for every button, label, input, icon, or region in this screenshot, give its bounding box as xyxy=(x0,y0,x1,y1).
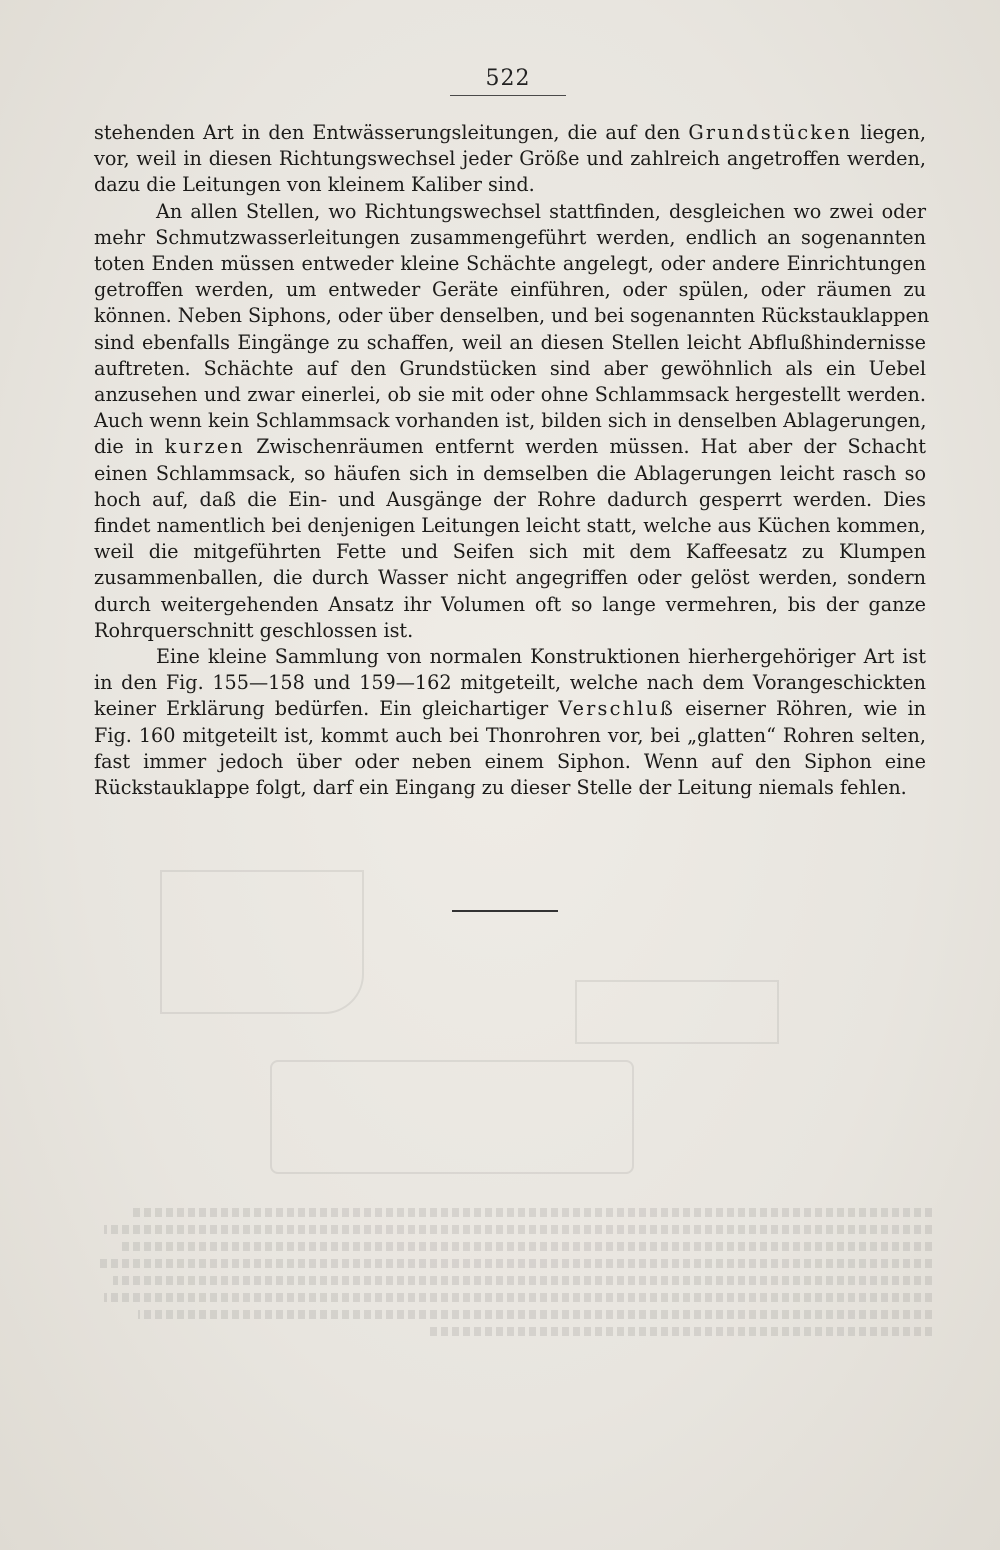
emphasized-text: Verschluß xyxy=(558,697,675,721)
text-line: toten Enden müssen entweder kleine Schächte angelegt, oder andere Einrichtungen xyxy=(94,252,926,276)
page-number-rule xyxy=(450,95,566,96)
text-line: können. Neben Siphons, oder über denselben, und bei sogenannten Rückstauklappen xyxy=(94,304,930,328)
emphasized-text: Grundstücken xyxy=(688,121,853,144)
text-line: dazu die Leitungen von kleinem Kaliber sind. xyxy=(94,173,535,197)
text-line: Eine kleine Sammlung von normalen Konstruktionen hierhergehöriger Art ist xyxy=(156,645,926,669)
text-line: stehenden Art in den Entwässerungsleitungen, die auf den Grundstücken liegen, xyxy=(94,121,926,144)
bleed-through-text xyxy=(96,1200,932,1343)
text-line: Auch wenn kein Schlammsack vorhanden ist, bilden sich in denselben Ablagerungen, xyxy=(94,409,927,433)
text-line: vor, weil in diesen Richtungswechsel jeder Größe und zahlreich angetroffen werden, xyxy=(94,147,926,171)
text-line: findet namentlich bei denjenigen Leitungen leicht statt, welche aus Küchen kommen, xyxy=(94,514,926,538)
body-text xyxy=(94,120,930,801)
text-line: Rückstauklappe folgt, darf ein Eingang zu dieser Stelle der Leitung niemals fehlen. xyxy=(94,776,907,800)
text-line: fast immer jedoch über oder neben einem Siphon. Wenn auf den Siphon eine xyxy=(94,749,926,773)
paragraph xyxy=(94,120,926,199)
text-line: zusammenballen, die durch Wasser nicht angegriffen oder gelöst werden, sondern xyxy=(94,566,926,590)
text-line: hoch auf, daß die Ein- und Ausgänge der Rohre dadurch gesperrt werden. Dies xyxy=(94,487,926,511)
text-line: keiner Erklärung bedürfen. Ein gleichartiger Verschluß eiserner Röhren, wie in xyxy=(94,697,926,721)
text-line: getroffen werden, um entweder Geräte einführen, oder spülen, oder räumen zu xyxy=(94,278,926,302)
text-line: einen Schlammsack, so häufen sich in demselben die Ablagerungen leicht rasch so xyxy=(94,461,926,485)
text-line: sind ebenfalls Eingänge zu schaffen, weil an diesen Stellen leicht Abflußhindernisse xyxy=(94,330,926,354)
page-number: 522 xyxy=(485,66,531,91)
paragraph xyxy=(94,644,926,801)
bleed-through-figure-bottom xyxy=(270,1060,634,1174)
text-line: die in kurzen Zwischenräumen entfernt werden müssen. Hat aber der Schacht xyxy=(94,435,926,459)
text-line: in den Fig. 155—158 und 159—162 mitgeteilt, welche nach dem Vorangeschickten xyxy=(94,671,926,695)
text-line: mehr Schmutzwasserleitungen zusammengeführt werden, endlich an sogenannten xyxy=(94,225,926,249)
bleed-through-figure-right xyxy=(575,980,779,1044)
section-end-rule xyxy=(452,910,558,912)
text-line: Fig. 160 mitgeteilt ist, kommt auch bei Thonrohren vor, bei „glatten“ Rohren selten, xyxy=(94,723,926,747)
text-line: durch weitergehenden Ansatz ihr Volumen oft so lange vermehren, bis der ganze xyxy=(94,592,926,616)
text-line: weil die mitgeführten Fette und Seifen sich mit dem Kaffeesatz zu Klumpen xyxy=(94,540,926,564)
text-line: auftreten. Schächte auf den Grundstücken sind aber gewöhnlich als ein Uebel xyxy=(94,356,926,380)
text-line: anzusehen und zwar einerlei, ob sie mit oder ohne Schlammsack hergestellt werden. xyxy=(94,383,926,407)
emphasized-text: kurzen xyxy=(164,435,245,459)
text-line: An allen Stellen, wo Richtungswechsel stattfinden, desgleichen wo zwei oder xyxy=(156,199,926,223)
bleed-through-figure-left xyxy=(160,870,364,1014)
paragraph xyxy=(94,199,930,644)
text-line: Rohrquerschnitt geschlossen ist. xyxy=(94,618,414,642)
